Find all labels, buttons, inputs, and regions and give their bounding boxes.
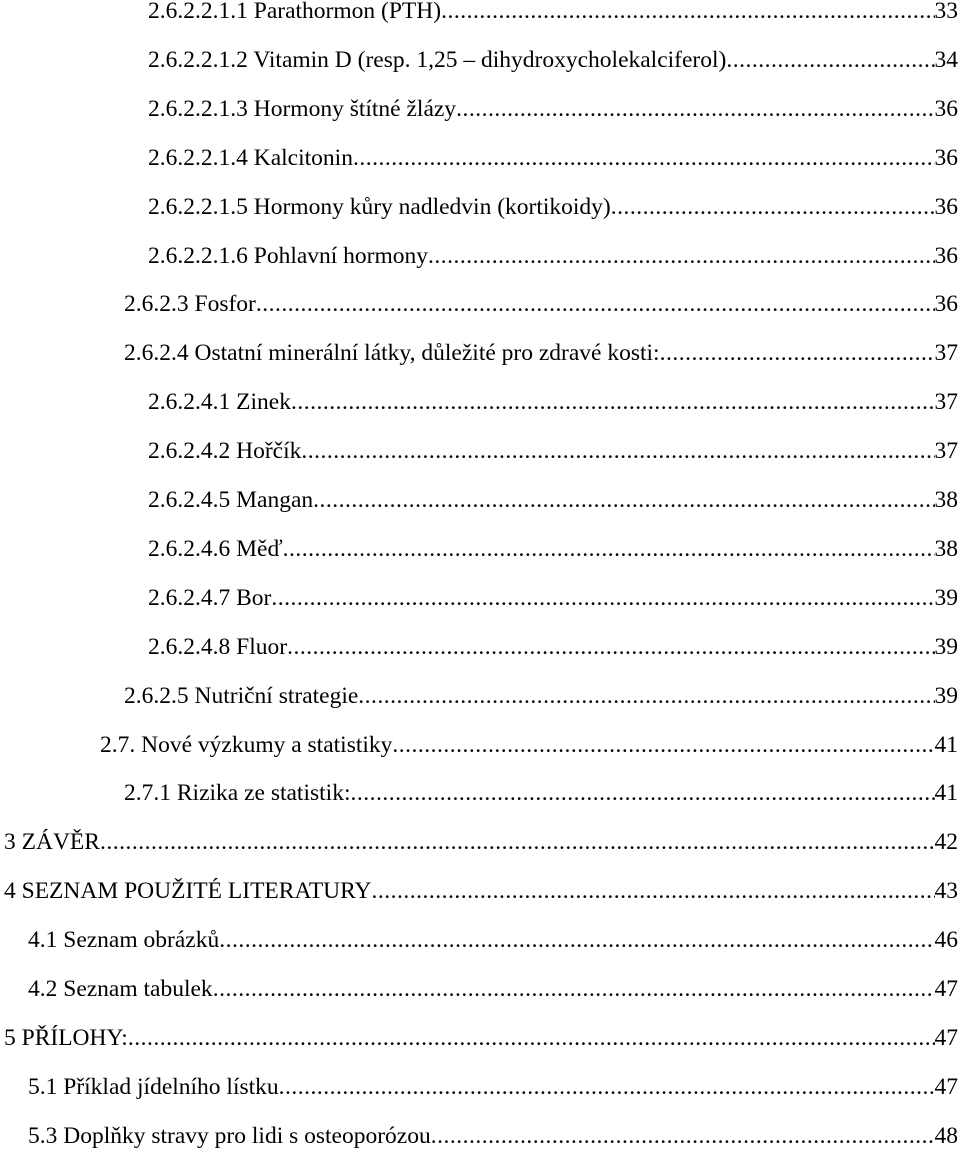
toc-entry[interactable] <box>4 829 958 859</box>
toc-entry-page: 38 <box>934 535 958 562</box>
dot-leader <box>283 536 935 563</box>
toc-entry-page: 39 <box>934 633 958 660</box>
dot-leader <box>392 732 934 759</box>
toc-entry[interactable] <box>148 536 958 566</box>
toc-entry-title: 2.7. Nové výzkumy a statistiky <box>100 731 393 758</box>
dot-leader <box>660 340 935 367</box>
toc-entry[interactable] <box>148 389 958 419</box>
toc-entry[interactable] <box>148 194 958 224</box>
toc-entry-page: 47 <box>934 976 958 1002</box>
dot-leader <box>100 829 935 856</box>
toc-entry-title: 2.6.2.4 Ostatní minerální látky, důležité pro zdravé kosti: <box>124 340 660 367</box>
dot-leader <box>213 976 935 1003</box>
toc-entry[interactable] <box>4 878 958 908</box>
dot-leader <box>358 683 934 710</box>
toc-entry-page: 36 <box>934 95 958 122</box>
toc-entry[interactable] <box>148 96 958 126</box>
toc-entry-title: 3 ZÁVĚR <box>4 829 100 856</box>
toc-entry-title: 5.3 Doplňky stravy pro lidi s osteoporózou <box>28 1122 431 1149</box>
dot-leader <box>271 585 934 612</box>
toc-entry-page: 38 <box>934 487 958 513</box>
dot-leader <box>128 1025 935 1052</box>
dot-leader <box>291 389 935 416</box>
toc-entry[interactable] <box>28 1123 958 1153</box>
toc-entry-title: 2.6.2.4.6 Měď <box>148 535 283 562</box>
toc-entry[interactable] <box>100 732 958 762</box>
toc-entry[interactable] <box>148 487 958 517</box>
dot-leader <box>441 0 934 25</box>
toc-entry[interactable] <box>148 243 958 273</box>
toc-entry-title: 2.6.2.4.5 Mangan <box>148 487 314 513</box>
toc-entry-title: 2.6.2.4.2 Hořčík <box>148 438 302 465</box>
toc-entry[interactable] <box>124 683 958 713</box>
toc-entry-page: 48 <box>934 1122 958 1149</box>
toc-entry[interactable] <box>148 145 958 175</box>
dot-leader <box>431 1123 935 1150</box>
toc-entry-title: 2.6.2.2.1.1 Parathormon (PTH) <box>148 0 442 24</box>
toc-entry-page: 33 <box>934 0 958 24</box>
toc-entry-page: 46 <box>934 927 958 954</box>
toc-entry-page: 36 <box>934 242 958 269</box>
toc-entry-page: 39 <box>934 584 958 611</box>
toc-entry-title: 2.6.2.3 Fosfor <box>124 291 256 318</box>
toc-entry-title: 2.6.2.5 Nutriční strategie <box>124 682 359 709</box>
toc-entry[interactable] <box>148 0 958 28</box>
toc-entry[interactable] <box>28 976 958 1006</box>
toc-entry-page: 36 <box>934 193 958 220</box>
toc-entry[interactable] <box>124 291 958 321</box>
toc-entry-page: 36 <box>934 291 958 318</box>
toc-entry-page: 36 <box>934 144 958 171</box>
toc-entry-page: 47 <box>934 1073 958 1100</box>
toc-entry-title: 2.6.2.2.1.6 Pohlavní hormony <box>148 242 429 269</box>
toc-entry[interactable] <box>148 47 958 77</box>
toc-entry-page: 37 <box>934 389 958 416</box>
toc-entry-page: 41 <box>934 780 958 807</box>
toc-entry-title: 4.1 Seznam obrázků <box>28 927 220 954</box>
toc-entry-page: 39 <box>934 682 958 709</box>
toc-entry-title: 2.6.2.4.8 Fluor <box>148 633 288 660</box>
toc-entry[interactable] <box>28 1074 958 1104</box>
toc-entry-page: 34 <box>934 46 958 73</box>
dot-leader <box>287 634 934 661</box>
dot-leader <box>219 927 934 954</box>
toc-entry-title: 4 SEZNAM POUŽITÉ LITERATURY <box>4 878 372 905</box>
dot-leader <box>428 243 934 270</box>
toc-entry[interactable] <box>148 438 958 468</box>
dot-leader <box>301 438 934 465</box>
toc-entry-page: 37 <box>934 438 958 465</box>
dot-leader <box>313 487 934 514</box>
toc-entry-title: 2.6.2.2.1.3 Hormony štítné žlázy <box>148 95 457 122</box>
dot-leader <box>456 96 934 123</box>
toc-entry[interactable] <box>28 927 958 957</box>
toc-entry-page: 42 <box>934 829 958 856</box>
toc-entry[interactable] <box>148 634 958 664</box>
dot-leader <box>279 1074 935 1101</box>
dot-leader <box>350 780 934 807</box>
dot-leader <box>353 145 935 172</box>
toc-entry[interactable] <box>4 1025 958 1055</box>
toc-entry-title: 5.1 Příklad jídelního lístku <box>28 1073 279 1100</box>
toc-entry-page: 43 <box>934 878 958 905</box>
toc-entry-page: 47 <box>934 1024 958 1051</box>
toc-entry-title: 2.6.2.2.1.4 Kalcitonin <box>148 144 353 171</box>
toc-entry-title: 2.6.2.2.1.5 Hormony kůry nadledvin (kortikoidy) <box>148 193 611 220</box>
toc-entry-title: 2.6.2.4.1 Zinek <box>148 389 291 416</box>
dot-leader <box>372 878 935 905</box>
toc-entry-title: 2.6.2.4.7 Bor <box>148 584 272 611</box>
toc-entry-page: 37 <box>934 340 958 367</box>
toc-entry-page: 41 <box>934 731 958 758</box>
toc-entry-title: 2.6.2.2.1.2 Vitamin D (resp. 1,25 – dihydroxycholekalciferol) <box>148 46 727 73</box>
toc-entry-title: 2.7.1 Rizika ze statistik: <box>124 780 351 807</box>
dot-leader <box>611 194 935 221</box>
toc-entry-title: 4.2 Seznam tabulek <box>28 976 213 1002</box>
toc-entry[interactable] <box>124 340 958 370</box>
dot-leader <box>726 47 934 74</box>
toc-entry[interactable] <box>124 780 958 810</box>
toc-entry-title: 5 PŘÍLOHY: <box>4 1024 128 1051</box>
dot-leader <box>256 291 935 318</box>
toc-entry[interactable] <box>148 585 958 615</box>
